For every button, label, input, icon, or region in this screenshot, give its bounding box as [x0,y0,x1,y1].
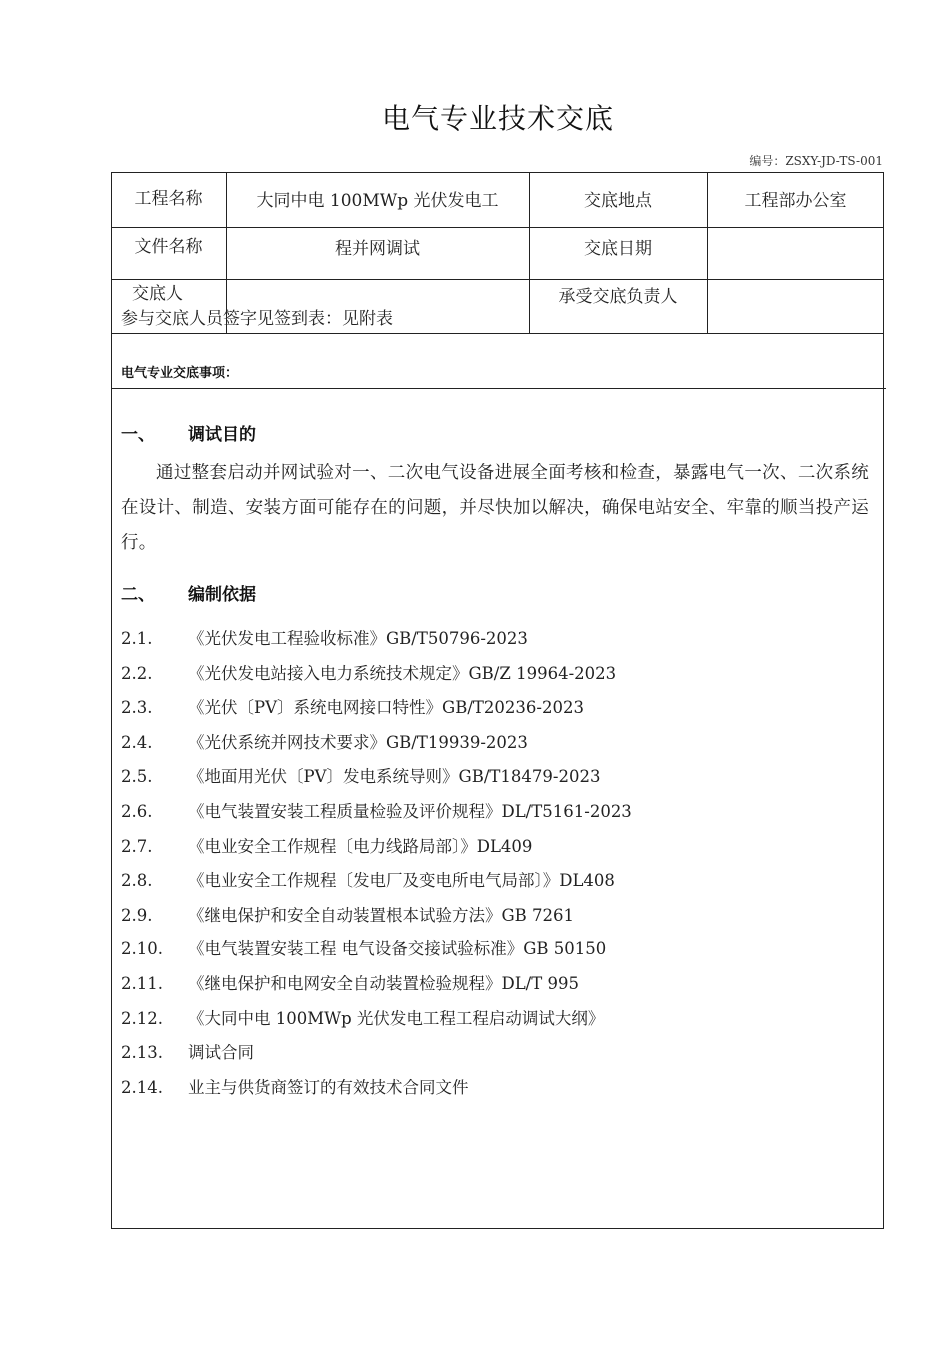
reference-text: 《电气装置安装工程质量检验及评价规程》DL/T5161-2023 [188,802,632,821]
reference-text: 业主与供货商签订的有效技术合同文件 [188,1078,469,1097]
reference-number: 2.5. [121,767,153,786]
reference-text: 《电气装置安装工程 电气设备交接试验标准》GB 50150 [188,939,607,958]
reference-item [121,867,615,891]
reference-text: 《电业安全工作规程〔发电厂及变电所电气局部〕》DL408 [188,871,615,890]
reference-number: 2.14. [121,1078,163,1097]
reference-text: 《大同中电 100MWp 光伏发电工程工程启动调试大纲》 [188,1009,605,1028]
section-number: 二、 [121,585,155,605]
project-name-label: 工程名称 [134,189,203,209]
reference-text: 《光伏〔PV〕系统电网接口特性》GB/T20236-2023 [188,698,584,717]
reference-item [121,1039,254,1063]
reference-number: 2.9. [121,906,153,925]
reference-item [121,729,528,753]
file-name-label: 文件名称 [134,237,203,257]
section-divider [111,388,886,389]
participants-note: 参与交底人员签字见签到表：见附表 [121,309,393,329]
reference-text: 《地面用光伏〔PV〕发电系统导则》GB/T18479-2023 [188,767,601,786]
reference-item [121,1005,604,1029]
reference-item [121,694,584,718]
table-row-divider [111,333,884,334]
reference-text: 《光伏系统并网技术要求》GB/T19939-2023 [188,733,528,752]
reference-number: 2.6. [121,802,153,821]
section-paragraph: 通过整套启动并网试验对一、二次电气设备进展全面考核和检查，暴露电气一次、二次系统在设计、制造、安装方面可能存在的问题，并尽快加以解决，确保电站安全、牢靠的顺当投产运行。 [121,463,869,553]
file-name-value: 程并网调试 [335,239,420,259]
section-heading [121,580,256,605]
reference-number: 2.4. [121,733,153,752]
reference-text: 《继电保护和安全自动装置根本试验方法》GB 7261 [188,906,575,925]
reference-number: 2.2. [121,664,153,683]
reference-item [121,625,528,649]
reference-number: 2.13. [121,1043,163,1062]
reference-number: 2.8. [121,871,153,890]
reference-item [121,798,632,822]
reference-text: 《电业安全工作规程〔电力线路局部〕》DL409 [188,837,533,856]
reference-item [121,970,579,994]
reference-item [121,833,532,857]
section-number: 一、 [121,425,155,445]
reference-text: 《光伏发电工程验收标准》GB/T50796-2023 [188,629,528,648]
section-title: 调试目的 [188,425,256,445]
reference-item [121,763,600,787]
reference-text: 《继电保护和电网安全自动装置检验规程》DL/T 995 [188,974,579,993]
presenter-label: 交底人 [132,284,183,304]
reference-text: 《光伏发电站接入电力系统技术规定》GB/Z 19964-2023 [188,664,617,683]
reference-item [121,1074,469,1098]
section-heading [121,420,256,445]
location-value: 工程部办公室 [744,191,847,211]
reference-item [121,660,616,684]
reference-number: 2.12. [121,1009,163,1028]
reference-number: 2.3. [121,698,153,717]
date-label: 交底日期 [584,239,652,259]
reference-number: 2.11. [121,974,163,993]
reference-number: 2.7. [121,837,153,856]
section-title: 编制依据 [188,585,256,605]
location-label: 交底地点 [584,191,652,211]
reference-item [121,902,574,926]
document-number: 编号：ZSXY-JD-TS-001 [749,154,883,168]
reference-number: 2.1. [121,629,153,648]
reference-text: 调试合同 [188,1043,254,1062]
reference-number: 2.10. [121,939,163,958]
reference-item [121,935,606,959]
document-title: 电气专业技术交底 [381,102,614,135]
section-label: 电气专业交底事项： [121,366,239,381]
receiver-label: 承受交底负责人 [558,287,678,307]
project-name-value: 大同中电 100MWp 光伏发电工 [256,191,499,211]
